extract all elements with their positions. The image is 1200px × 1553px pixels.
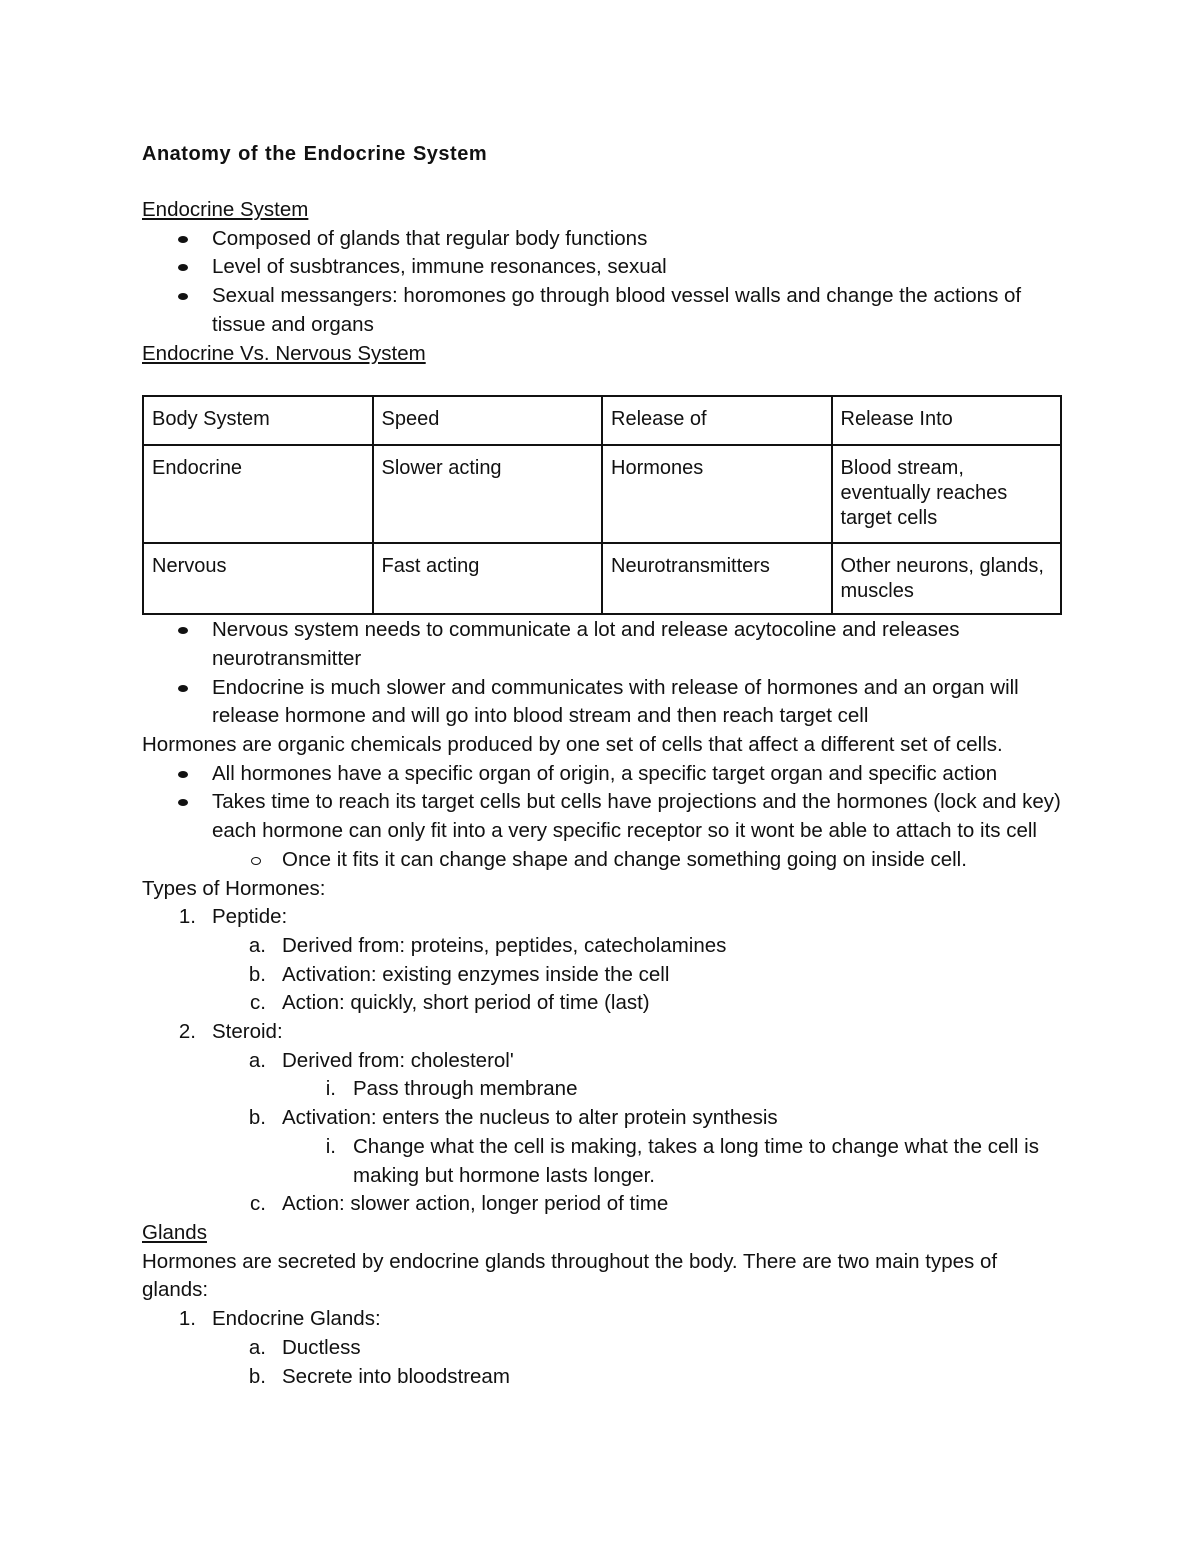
list-item: b. Secrete into bloodstream	[248, 1364, 510, 1388]
list-item: i. Change what the cell is making, takes a long time to change what the cell is making but hormone lasts longer.	[325, 1134, 1039, 1187]
hormones-bullets	[142, 760, 1062, 875]
table-cell: Hormones	[602, 445, 832, 543]
table-header-cell: Body System	[143, 396, 373, 445]
list-item: 1. Peptide:	[178, 905, 288, 929]
bullet-icon	[178, 771, 188, 778]
table-header-cell: Release of	[602, 396, 832, 445]
list-item: Endocrine is much slower and communicates with release of hormones and an organ will release hormone and will go into blood stream and then reach target cell	[142, 674, 1062, 731]
bullet-icon	[178, 236, 188, 243]
types-heading: Types of Hormones:	[142, 876, 326, 900]
hollow-bullet-icon	[251, 857, 261, 865]
glands-list	[142, 1305, 1062, 1391]
list-item: a. Ductless	[248, 1335, 361, 1359]
hormones-intro: Hormones are organic chemicals produced by one set of cells that affect a different set of cells.	[142, 733, 1003, 757]
bullet-icon	[178, 685, 188, 692]
list-item: Sexual messangers: horomones go through blood vessel walls and change the actions of tissue and organs	[142, 282, 1062, 339]
section-heading-vs: Endocrine Vs. Nervous System	[142, 341, 426, 365]
bullet-icon	[178, 799, 188, 806]
vs-bullets	[142, 616, 1062, 731]
bullet-icon	[178, 627, 188, 634]
document-title: Anatomy of the Endocrine System	[142, 143, 488, 165]
table-row	[143, 543, 1061, 614]
bullet-icon	[178, 293, 188, 300]
list-item: 2. Steroid:	[178, 1020, 283, 1044]
list-item: b. Activation: existing enzymes inside the cell	[248, 962, 670, 986]
list-item: Takes time to reach its target cells but cells have projections and the hormones (lock and key) each hormone can only fit into a very specific receptor so it wont be able to attach to its cell	[142, 788, 1062, 845]
list-item: b. Activation: enters the nucleus to alter protein synthesis	[248, 1106, 778, 1130]
list-item: Once it fits it can change shape and change something going on inside cell.	[142, 846, 1062, 875]
types-list	[142, 903, 1062, 1219]
list-item: 1. Endocrine Glands:	[178, 1307, 381, 1331]
section-heading-endocrine-system: Endocrine System	[142, 198, 309, 221]
table-header-row	[143, 396, 1061, 445]
list-item: Nervous system needs to communicate a lot and release acytocoline and releases neurotransmitter	[142, 616, 1062, 673]
table-cell: Slower acting	[373, 445, 603, 543]
table-header-cell: Speed	[373, 396, 603, 445]
list-item: Level of susbtrances, immune resonances, sexual	[142, 253, 1062, 282]
table-cell: Neurotransmitters	[602, 543, 832, 614]
comparison-table	[142, 395, 1062, 615]
list-item: c. Action: slower action, longer period of time	[250, 1192, 669, 1216]
list-item: a. Derived from: proteins, peptides, catecholamines	[248, 933, 727, 957]
table-cell: Blood stream, eventually reaches target cells	[832, 445, 1062, 543]
section-heading-glands: Glands	[142, 1220, 207, 1244]
glands-intro: Hormones are secreted by endocrine glands throughout the body. There are two main types of glands:	[142, 1249, 998, 1302]
document-page	[142, 139, 1062, 1391]
list-item: i. Pass through membrane	[325, 1077, 578, 1101]
table-cell: Fast acting	[373, 543, 603, 614]
list-item: c. Action: quickly, short period of time (last)	[250, 991, 650, 1015]
table-cell: Endocrine	[143, 445, 373, 543]
endocrine-system-bullets	[142, 225, 1062, 340]
table-row	[143, 445, 1061, 543]
list-item: All hormones have a specific organ of origin, a specific target organ and specific action	[142, 760, 1062, 789]
table-header-cell: Release Into	[832, 396, 1062, 445]
table-cell: Nervous	[143, 543, 373, 614]
list-item: a. Derived from: cholesterol'	[248, 1048, 514, 1072]
table-cell: Other neurons, glands, muscles	[832, 543, 1062, 614]
list-item: Composed of glands that regular body functions	[142, 225, 1062, 254]
bullet-icon	[178, 264, 188, 271]
